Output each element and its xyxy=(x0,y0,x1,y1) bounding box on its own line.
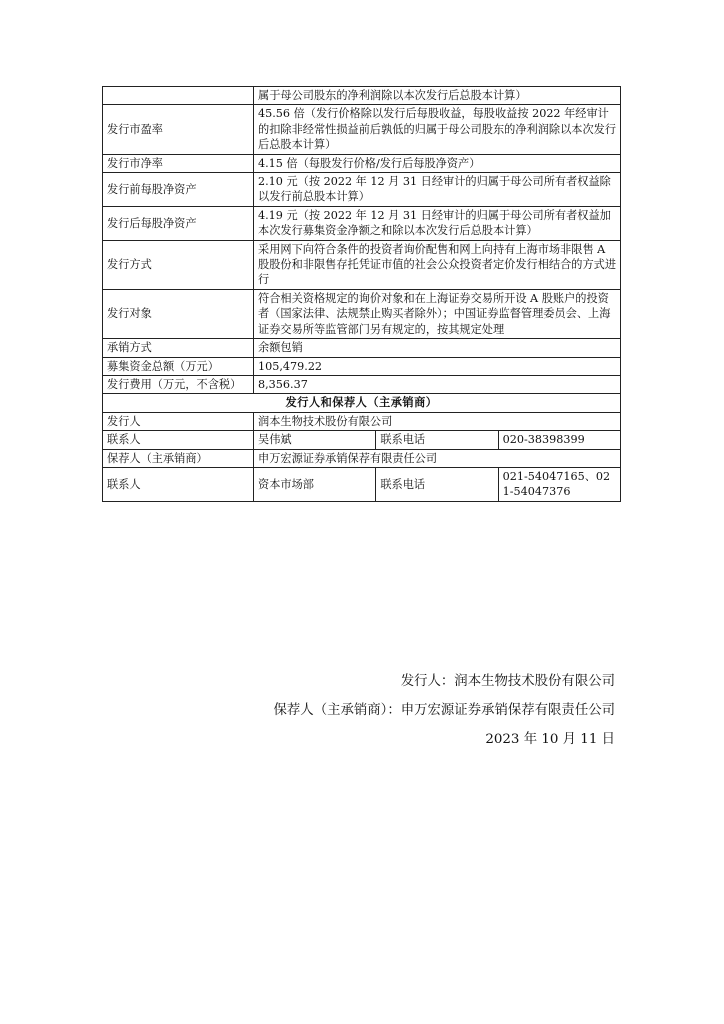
row-value: 4.15 倍（每股发行价格/发行后每股净资产） xyxy=(254,154,621,172)
table-row xyxy=(103,289,621,338)
row-label: 发行方式 xyxy=(103,240,254,289)
row-value: 余额包销 xyxy=(254,339,621,357)
row-label: 发行后每股净资产 xyxy=(103,206,254,240)
row-value: 采用网下向符合条件的投资者询价配售和网上向持有上海市场非限售 A 股股份和非限售存托凭证市值的社会公众投资者定价发行相结合的方式进行 xyxy=(254,240,621,289)
issuer-name: 润本生物技术股份有限公司 xyxy=(254,412,621,430)
issuance-info-table xyxy=(102,86,621,502)
table-row xyxy=(103,357,621,375)
sponsor-label: 保荐人（主承销商） xyxy=(103,449,254,467)
section-header-row xyxy=(103,394,621,412)
row-label: 发行前每股净资产 xyxy=(103,173,254,207)
row-label: 发行对象 xyxy=(103,289,254,338)
row-label: 发行市盈率 xyxy=(103,105,254,154)
table-row xyxy=(103,449,621,467)
footer-sponsor: 保荐人（主承销商）：申万宏源证券承销保荐有限责任公司 xyxy=(273,703,615,718)
row-label: 承销方式 xyxy=(103,339,254,357)
row-value: 45.56 倍（发行价格除以发行后每股收益，每股收益按 2022 年经审计的扣除非经常性损益前后孰低的归属于母公司股东的净利润除以本次发行后总股本计算） xyxy=(254,105,621,154)
table-row xyxy=(103,412,621,430)
sponsor-phone: 021-54047165、021-54047376 xyxy=(498,467,620,501)
table-row xyxy=(103,375,621,393)
sponsor-contact-label: 联系人 xyxy=(103,467,254,501)
row-label xyxy=(103,87,254,105)
footer-date: 2023 年 10 月 11 日 xyxy=(485,732,615,747)
row-value: 2.10 元（按 2022 年 12 月 31 日经审计的归属于母公司所有者权益除以发行前总股本计算） xyxy=(254,173,621,207)
table-row xyxy=(103,206,621,240)
issuer-label: 发行人 xyxy=(103,412,254,430)
row-value: 属于母公司股东的净利润除以本次发行后总股本计算） xyxy=(254,87,621,105)
row-value: 105,479.22 xyxy=(254,357,621,375)
table-row xyxy=(103,467,621,501)
row-value: 8,356.37 xyxy=(254,375,621,393)
row-label: 募集资金总额（万元） xyxy=(103,357,254,375)
table-row xyxy=(103,87,621,105)
issuer-phone-label: 联系电话 xyxy=(376,431,498,449)
table-row xyxy=(103,431,621,449)
row-label: 发行费用（万元，不含税） xyxy=(103,375,254,393)
sponsor-name: 申万宏源证券承销保荐有限责任公司 xyxy=(254,449,621,467)
table-row xyxy=(103,240,621,289)
sponsor-phone-label: 联系电话 xyxy=(376,467,498,501)
footer-issuer: 发行人：润本生物技术股份有限公司 xyxy=(400,674,615,689)
table-row xyxy=(103,173,621,207)
row-value: 符合相关资格规定的询价对象和在上海证券交易所开设 A 股账户的投资者（国家法律、法规禁止购买者除外）；中国证券监督管理委员会、上海证券交易所等监管部门另有规定的，按其规定处理 xyxy=(254,289,621,338)
row-value: 4.19 元（按 2022 年 12 月 31 日经审计的归属于母公司所有者权益加本次发行募集资金净额之和除以本次发行后总股本计算） xyxy=(254,206,621,240)
section-title: 发行人和保荐人（主承销商） xyxy=(103,394,621,412)
issuer-phone: 020-38398399 xyxy=(498,431,620,449)
table-row xyxy=(103,339,621,357)
issuer-contact-label: 联系人 xyxy=(103,431,254,449)
table-row xyxy=(103,154,621,172)
sponsor-contact-name: 资本市场部 xyxy=(254,467,376,501)
issuer-contact-name: 吴伟斌 xyxy=(254,431,376,449)
table-row xyxy=(103,105,621,154)
row-label: 发行市净率 xyxy=(103,154,254,172)
